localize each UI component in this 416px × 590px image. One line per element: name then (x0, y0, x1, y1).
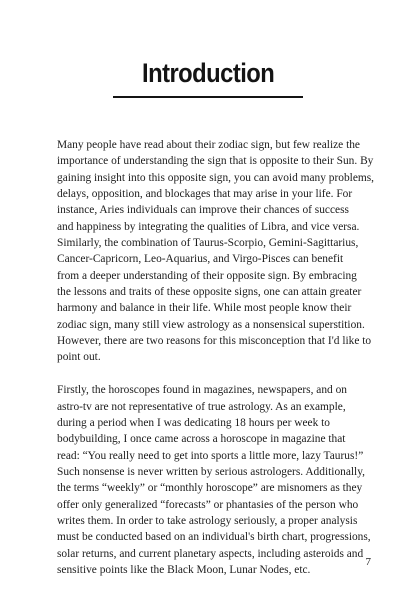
text-line: must be conducted based on an individual's birth chart, progressions, (57, 531, 371, 544)
text-line: Similarly, the combination of Taurus-Scorpio, Gemini-Sagittarius, (57, 237, 359, 250)
title-underline (113, 96, 303, 98)
text-line: harmony and balance in their life. While most people know their (57, 302, 352, 315)
text-line: read: “You really need to get into sports a little more, lazy Taurus!” (57, 449, 364, 462)
paragraph-1 (57, 137, 377, 366)
text-line: point out. (57, 351, 101, 364)
paragraph-2 (57, 382, 377, 578)
chapter-title: Introduction (141, 58, 275, 88)
text-line: bodybuilding, I once came across a horoscope in magazine that (57, 433, 346, 446)
text-line: However, there are two reasons for this misconception that I'd like to (57, 335, 372, 348)
text-line: the lessons and traits of these opposite signs, one can attain greater (57, 286, 362, 299)
page-number: 7 (365, 556, 371, 568)
text-line: sensitive points like the Black Moon, Lunar Nodes, etc. (57, 563, 311, 576)
text-line: astro-tv are not representative of true astrology. As an example, (57, 400, 346, 413)
text-line: Such nonsense is never written by serious astrologers. Additionally, (57, 465, 366, 478)
text-line: from a deeper understanding of their opposite sign. By embracing (57, 269, 357, 282)
text-line: importance of understanding the sign that is opposite to their Sun. By (57, 155, 374, 168)
text-line: Many people have read about their zodiac sign, but few realize the (57, 139, 360, 151)
text-line: delays, opposition, and blockages that may arise in your life. For (57, 188, 353, 201)
text-line: solar returns, and current planetary aspects, including asteroids and (57, 547, 364, 560)
text-line: Firstly, the horoscopes found in magazines, newspapers, and on (57, 384, 347, 397)
text-line: writes them. In order to take astrology seriously, a proper analysis (57, 514, 358, 527)
text-line: Cancer-Capricorn, Leo-Aquarius, and Virgo-Pisces can benefit (57, 253, 344, 266)
chapter-heading-container (0, 60, 416, 87)
text-line: and happiness by integrating the qualities of Libra, and vice versa. (57, 220, 360, 233)
text-line: instance, Aries individuals can improve their chances of success (57, 204, 349, 217)
body-text (57, 137, 377, 578)
text-line: zodiac sign, many still view astrology as a nonsensical superstition. (57, 318, 365, 331)
text-line: during a period when I was dedicating 18 hours per week to (57, 416, 330, 429)
text-line: the terms “weekly” or “monthly horoscope” are misnomers as they (57, 482, 363, 495)
text-line: offer only generalized “forecasts” or phantasies of the person who (57, 498, 359, 511)
text-line: gaining insight into this opposite sign, you can avoid many problems, (57, 171, 375, 184)
